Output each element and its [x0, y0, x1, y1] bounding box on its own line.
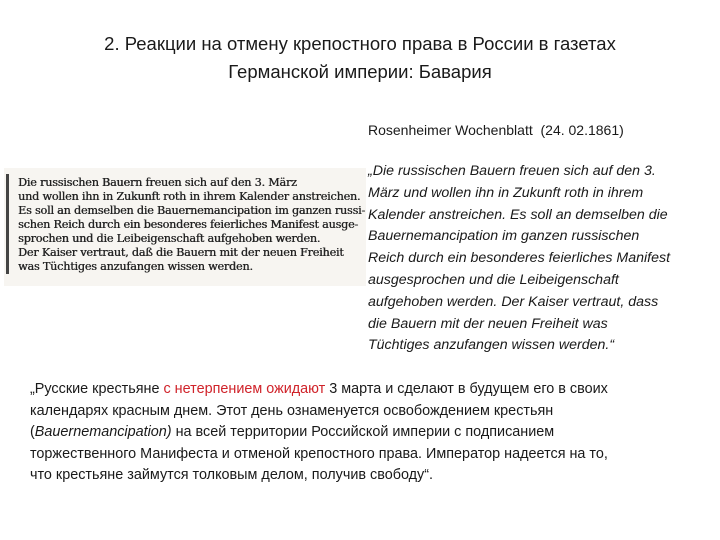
russian-translation	[30, 379, 705, 487]
source-citation	[368, 121, 708, 139]
clipping-line: sprochen und die Leibeigenschaft aufgehoben werden.	[18, 232, 321, 245]
german-quote-line: „Die russischen Bauern freuen sich auf den 3.	[368, 163, 656, 179]
translation-text: 3 марта и сделают в будущем его в своих	[325, 381, 608, 397]
slide-title-line-2: Германской империи: Бавария	[228, 61, 492, 82]
slide-title	[40, 30, 680, 86]
german-quote-line: Bauernemancipation im ganzen russischen	[368, 228, 640, 245]
newspaper-name: Rosenheimer Wochenblatt	[368, 122, 533, 138]
german-quote-line: die Bauern mit der neuen Freiheit was	[368, 315, 608, 332]
german-quote-line: aufgehoben werden. Der Kaiser vertraut, dass	[368, 293, 659, 310]
translation-line-5: что крестьяне займутся толковым делом, получив свободу“.	[30, 467, 434, 484]
clipping-line: Der Kaiser vertraut, daß die Bauern mit der neuen Freiheit	[18, 246, 344, 259]
newspaper-clipping	[4, 168, 366, 286]
translation-line-4: торжественного Манифеста и отменой крепостного права. Император надеется на то,	[30, 445, 608, 462]
german-quote-line: März und wollen ihn in Zukunft roth in ihrem	[368, 184, 644, 201]
translation-line-2: календарях красным днем. Этот день ознаменуется освобождением крестьян	[30, 402, 554, 419]
slide-title-line-1: 2. Реакции на отмену крепостного права в России в газетах	[104, 33, 616, 54]
clipping-line: was Tüchtiges anzufangen wissen werden.	[18, 260, 253, 273]
german-quote-line: Reich durch ein besonderes feierliches Manifest	[368, 250, 671, 267]
translation-line-3	[30, 422, 705, 444]
clipping-margin-rule	[6, 174, 9, 274]
german-quote-line: Tüchtiges anzufangen wissen werden.“	[368, 337, 615, 354]
italic-term: Bauernemancipation)	[34, 424, 172, 441]
german-quote-line: ausgesprochen und die Leibeigenschaft	[368, 271, 619, 288]
clipping-line: schen Reich durch ein besonderes feierliches Manifest ausge-	[18, 218, 358, 231]
highlighted-phrase: с нетерпением ожидают	[163, 381, 326, 397]
german-quote-line: Kalender anstreichen. Es soll an demselben die	[368, 206, 668, 223]
clipping-line: Es soll an demselben die Bauernemancipation im ganzen russi-	[18, 204, 365, 217]
clipping-line: und wollen ihn in Zukunft roth in ihrem Kalender anstreichen.	[18, 190, 361, 203]
translation-line-1	[30, 379, 705, 401]
german-quote	[368, 161, 718, 357]
clipping-line: Die russischen Bauern freuen sich auf den 3. März	[18, 176, 297, 189]
translation-text: „Русские крестьяне	[30, 381, 164, 397]
translation-text: на всей территории Российской империи с подписанием	[171, 424, 555, 441]
newspaper-date: (24. 02.1861)	[540, 122, 624, 138]
translation-text: (	[30, 424, 35, 441]
